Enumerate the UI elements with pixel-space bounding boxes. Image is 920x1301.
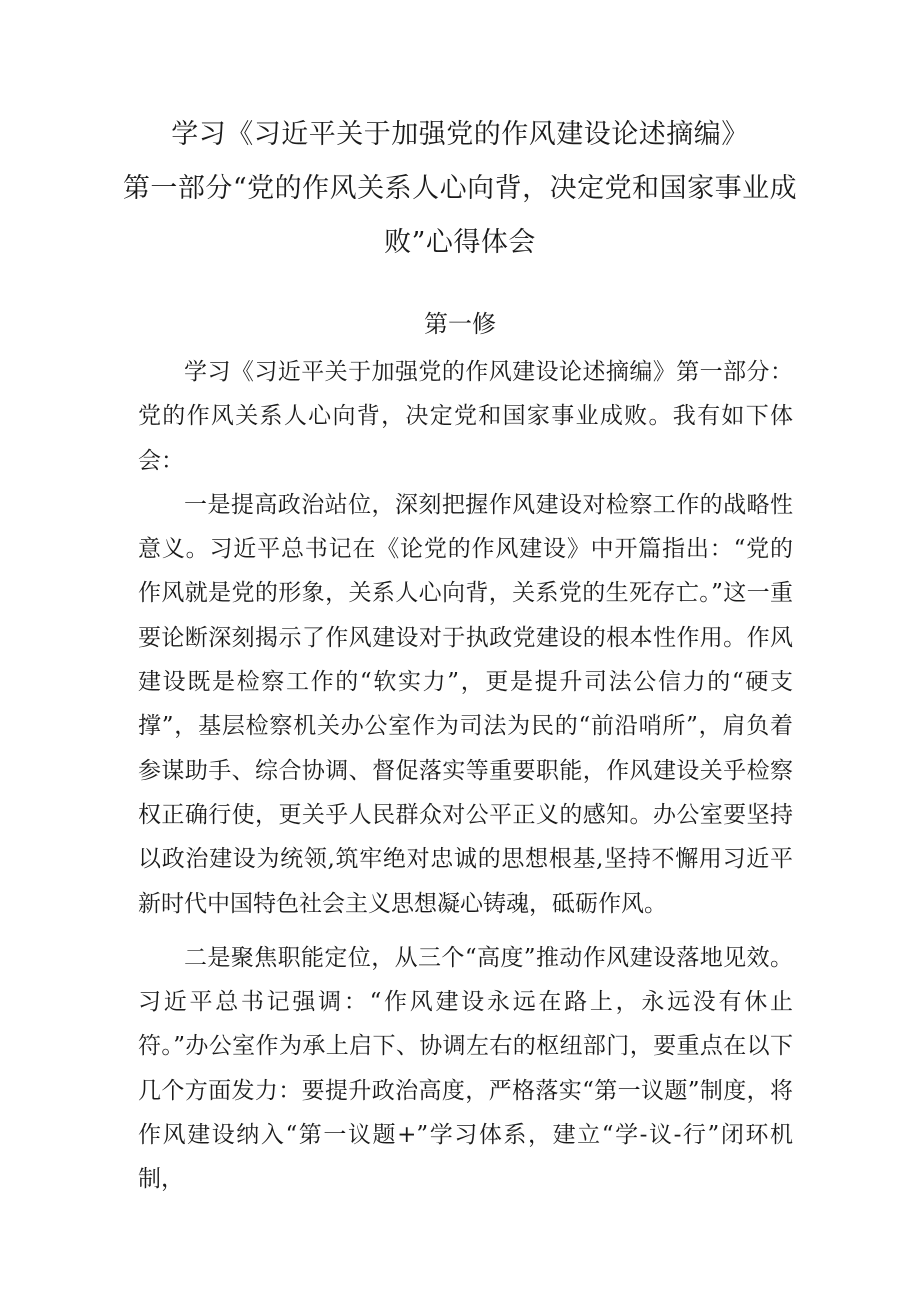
paragraph-intro: 学习《习近平关于加强党的作风建设论述摘编》第一部分：党的作风关系人心向背，决定党和国家事业成败。我有如下体会：	[138, 359, 793, 474]
title-line-1: 学习《习近平关于加强党的作风建设论述摘编》	[171, 119, 749, 150]
document-body	[138, 350, 793, 1202]
paragraph-point-two: 二是聚焦职能定位，从三个“高度”推动作风建设落地见效。习近平总书记强调：“作风建设永远在路上，永远没有休止符。”办公室作为承上启下、协调左右的枢纽部门，要重点在以下几个方面发力：要提升政治高度，严格落实“第一议题”制度，将作风建设纳入“第一议题+”学习体系，建立“学-议-行”闭环机制，	[138, 944, 793, 1193]
document-title	[120, 108, 800, 270]
title-line-3: 败”心得体会	[384, 227, 536, 258]
document-subtitle: 第一修	[424, 310, 496, 338]
title-line-2: 第一部分“党的作风关系人心向背，决定党和国家事业成	[122, 173, 798, 204]
paragraph-point-one: 一是提高政治站位，深刻把握作风建设对检察工作的战略性意义。习近平总书记在《论党的作风建设》中开篇指出：“党的作风就是党的形象，关系人心向背，关系党的生死存亡。”这一重要论断深刻揭示了作风建设对于执政党建设的根本性作用。作风建设既是检察工作的“软实力”，更是提升司法公信力的“硬支撑”，基层检察机关办公室作为司法为民的“前沿哨所”，肩负着参谋助手、综合协调、督促落实等重要职能，作风建设关乎检察权正确行使，更关乎人民群众对公平正义的感知。办公室要坚持以政治建设为统领,筑牢绝对忠诚的思想根基,坚持不懈用习近平新时代中国特色社会主义思想凝心铸魂，砥砺作风。	[138, 491, 793, 917]
